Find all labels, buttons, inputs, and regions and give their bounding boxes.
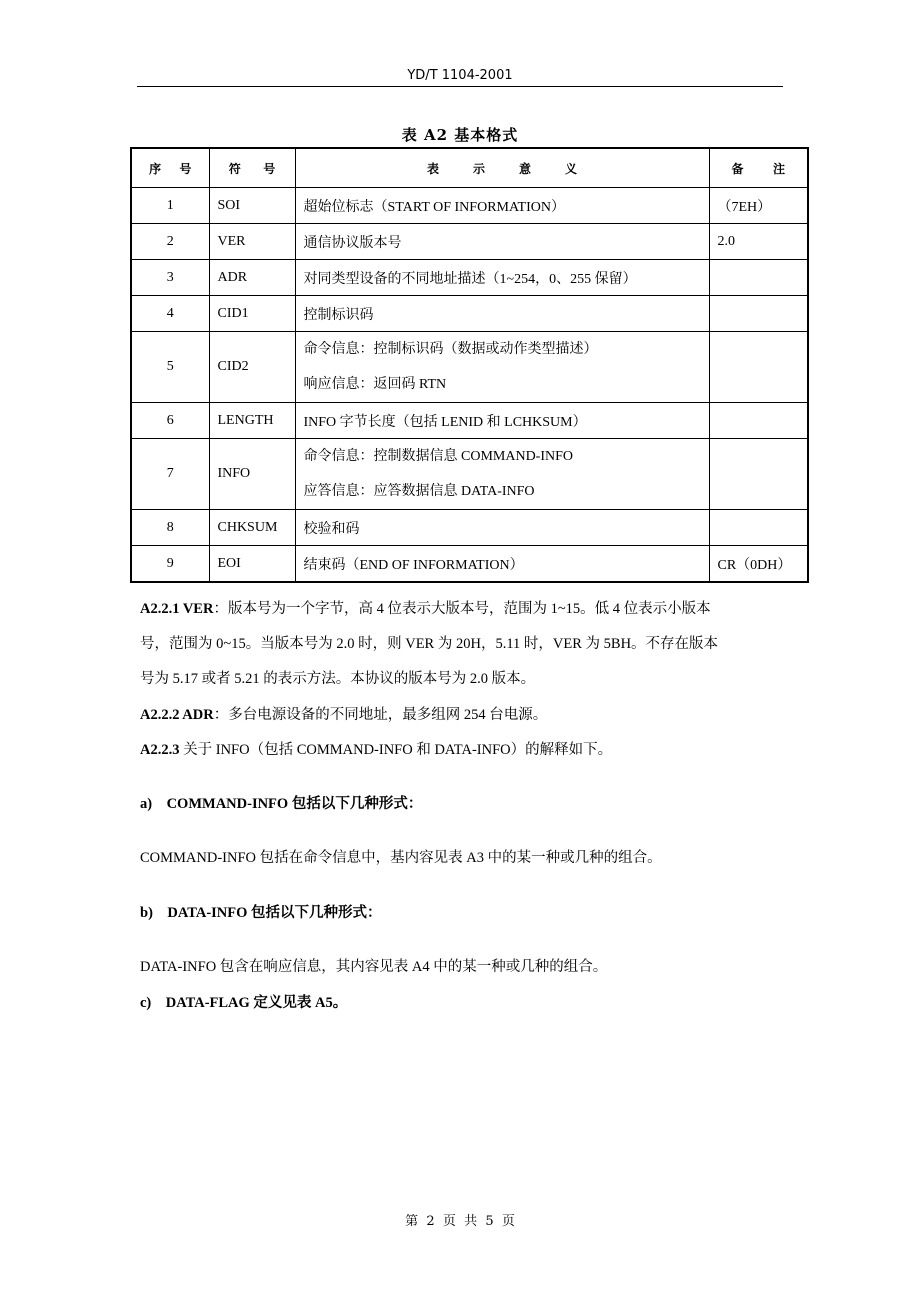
ver-label: A2.2.1 VER — [140, 601, 214, 617]
row-note: （7EH） — [709, 188, 808, 224]
row-symbol: ADR — [209, 260, 295, 296]
row-symbol: CHKSUM — [209, 510, 295, 546]
row-number: 4 — [131, 296, 209, 332]
table-row — [131, 439, 808, 510]
ver-paragraph-line-1 — [140, 600, 790, 618]
document-id-header: YD/T 1104-2001 — [407, 68, 513, 83]
row-symbol: LENGTH — [209, 403, 295, 439]
row-symbol: VER — [209, 224, 295, 260]
data-flag-heading: c) DATA-FLAG 定义见表 A5。 — [140, 995, 348, 1011]
table-title: 表 A2 基本格式 — [401, 126, 519, 144]
row-note: CR（0DH） — [709, 546, 808, 583]
meaning-line: 命令信息：控制数据信息 COMMAND-INFO — [303, 449, 574, 464]
header-meaning: 表 示 意 义 — [295, 148, 709, 188]
header-symbol: 符 号 — [209, 148, 295, 188]
meaning-line: 应答信息：应答数据信息 DATA-INFO — [303, 484, 535, 499]
header-note: 备 注 — [709, 148, 808, 188]
info-text: 关于 INFO（包括 COMMAND-INFO 和 DATA-INFO）的解释如下。 — [179, 742, 613, 758]
row-symbol: CID1 — [209, 296, 295, 332]
header-seq: 序 号 — [131, 148, 209, 188]
row-note — [709, 439, 808, 510]
row-note — [709, 332, 808, 403]
row-note — [709, 260, 808, 296]
basic-format-table — [130, 147, 809, 583]
row-number: 2 — [131, 224, 209, 260]
adr-text: ：多台电源设备的不同地址，最多组网 254 台电源。 — [213, 707, 548, 723]
table-row — [131, 188, 808, 224]
row-meaning — [295, 332, 709, 403]
row-number: 8 — [131, 510, 209, 546]
row-note: 2.0 — [709, 224, 808, 260]
adr-paragraph — [140, 706, 790, 724]
table-row — [131, 260, 808, 296]
row-note — [709, 296, 808, 332]
row-meaning: 通信协议版本号 — [295, 224, 709, 260]
table-row — [131, 332, 808, 403]
command-info-text: COMMAND-INFO 包括在命令信息中，基内容见表 A3 中的某一种或几种的组合。 — [140, 850, 662, 866]
page-number-footer: 第 2 页 共 5 页 — [405, 1214, 515, 1229]
table-row — [131, 403, 808, 439]
row-number: 1 — [131, 188, 209, 224]
row-number: 7 — [131, 439, 209, 510]
row-symbol: SOI — [209, 188, 295, 224]
row-meaning: 对同类型设备的不同地址描述（1~254，0、255 保留） — [295, 260, 709, 296]
table-row — [131, 296, 808, 332]
info-label: A2.2.3 — [140, 742, 180, 758]
row-symbol: CID2 — [209, 332, 295, 403]
table-row — [131, 224, 808, 260]
meaning-line: 命令信息：控制标识码（数据或动作类型描述） — [303, 342, 598, 357]
data-info-heading: b) DATA-INFO 包括以下几种形式： — [140, 905, 382, 921]
table-row — [131, 510, 808, 546]
row-meaning: INFO 字节长度（包括 LENID 和 LCHKSUM） — [295, 403, 709, 439]
data-info-text: DATA-INFO 包含在响应信息，其内容见表 A4 中的某一种或几种的组合。 — [140, 959, 608, 975]
row-symbol: INFO — [209, 439, 295, 510]
ver-paragraph-line-2: 号，范围为 0~15。当版本号为 2.0 时，则 VER 为 20H，5.11 时，VER 为 5BH。不存在版本 — [140, 636, 719, 652]
row-number: 3 — [131, 260, 209, 296]
ver-text: ：版本号为一个字节，高 4 位表示大版本号，范围为 1~15。低 4 位表示小版本 — [213, 601, 711, 617]
ver-paragraph-line-3: 号为 5.17 或者 5.21 的表示方法。本协议的版本号为 2.0 版本。 — [140, 671, 536, 687]
row-meaning: 结束码（END OF INFORMATION） — [295, 546, 709, 583]
row-meaning: 超始位标志（START OF INFORMATION） — [295, 188, 709, 224]
row-meaning: 校验和码 — [295, 510, 709, 546]
table-row — [131, 546, 808, 583]
row-meaning — [295, 439, 709, 510]
row-meaning: 控制标识码 — [295, 296, 709, 332]
row-note — [709, 510, 808, 546]
row-number: 5 — [131, 332, 209, 403]
row-note — [709, 403, 808, 439]
header-rule — [137, 86, 783, 87]
command-info-heading: a) COMMAND-INFO 包括以下几种形式： — [140, 796, 423, 812]
row-number: 6 — [131, 403, 209, 439]
row-symbol: EOI — [209, 546, 295, 583]
meaning-line: 响应信息：返回码 RTN — [303, 377, 447, 392]
adr-label: A2.2.2 ADR — [140, 707, 214, 723]
table-header-row — [131, 148, 808, 188]
row-number: 9 — [131, 546, 209, 583]
info-paragraph — [140, 741, 790, 759]
